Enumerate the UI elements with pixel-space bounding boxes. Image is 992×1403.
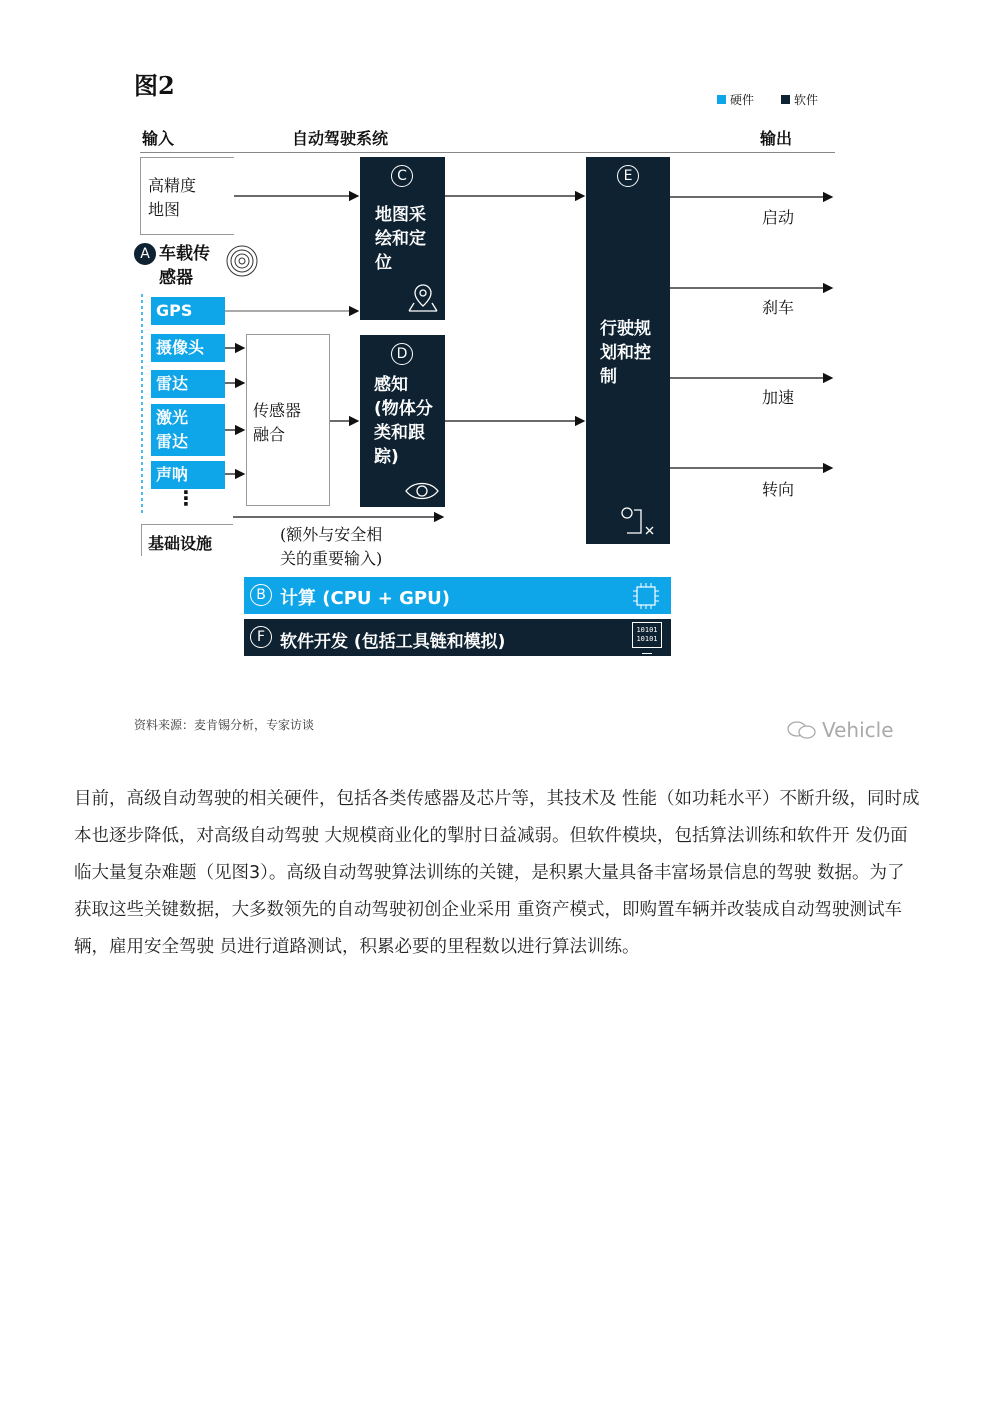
hd-map-box: 高精度 地图 — [140, 157, 234, 235]
letter-e-badge: E — [617, 165, 639, 187]
bar-f-label: 软件开发 (包括工具链和模拟) — [280, 632, 506, 652]
sensor-ellipsis: ⋮ — [176, 486, 196, 510]
watermark-text: Vehicle — [822, 718, 894, 742]
sensor-sonar: 声呐 — [151, 461, 225, 489]
header-output: 输出 — [760, 129, 793, 148]
legend-hardware-label: 硬件 — [730, 93, 755, 107]
output-steer: 转向 — [762, 480, 795, 499]
letter-f-badge: F — [250, 626, 272, 648]
sensor-camera: 摄像头 — [151, 334, 225, 362]
connector-arrows — [0, 0, 992, 700]
letter-c-badge: C — [391, 165, 413, 187]
extra-input-note: (额外与安全相 关的重要输入) — [280, 525, 383, 568]
header-system: 自动驾驶系统 — [292, 129, 389, 148]
infrastructure-box: 基础设施 — [141, 524, 233, 556]
block-c-label: 地图采 绘和定 位 — [375, 205, 426, 273]
legend-software-label: 软件 — [794, 93, 819, 107]
output-start: 启动 — [762, 208, 795, 227]
bar-b-label: 计算 (CPU + GPU) — [280, 588, 450, 609]
sensor-radar: 雷达 — [151, 370, 225, 398]
sensor-lidar: 激光 雷达 — [151, 404, 225, 456]
sensor-gps: GPS — [151, 297, 225, 325]
output-accelerate: 加速 — [762, 388, 795, 407]
body-paragraph: 目前，高级自动驾驶的相关硬件，包括各类传感器及芯片等，其技术及 性能（如功耗水平）不断升级，同时成本也逐步降低，对高级自动驾驶 大规模商业化的掣肘日益减弱。但软件模块，包括算法训练和软件开 发仍面临大量复杂难题（见图3）。高级自动驾驶算法训练的关键，是积累大量具备丰富场景信息的驾驶 数据。为了获取这些关键数据，大多数领先的自动驾驶初创企业采用 重资产模式，即购置车辆并改装成自动驾驶测试车辆，雇用安全驾驶 员进行道路测试，积累必要的里程数以进行算法训练。 — [74, 789, 920, 957]
sensors-title: 车载传 感器 — [159, 244, 210, 288]
figure-source: 资料来源：麦肯锡分析，专家访谈 — [134, 718, 315, 732]
block-e-label: 行驶规 划和控 制 — [600, 319, 651, 387]
letter-b-badge: B — [250, 584, 272, 606]
block-d-label: 感知 (物体分 类和跟 踪) — [374, 375, 433, 467]
binary-monitor-icon: 10101 10101 — [632, 622, 662, 648]
header-input: 输入 — [142, 129, 175, 148]
figure-title: 图2 — [134, 71, 175, 100]
output-brake: 刹车 — [762, 298, 795, 317]
letter-d-badge: D — [391, 343, 413, 365]
sensor-fusion-box: 传感器 融合 — [246, 334, 330, 506]
letter-a-badge: A — [134, 243, 156, 265]
watermark — [786, 718, 894, 742]
wechat-icon — [786, 719, 818, 741]
